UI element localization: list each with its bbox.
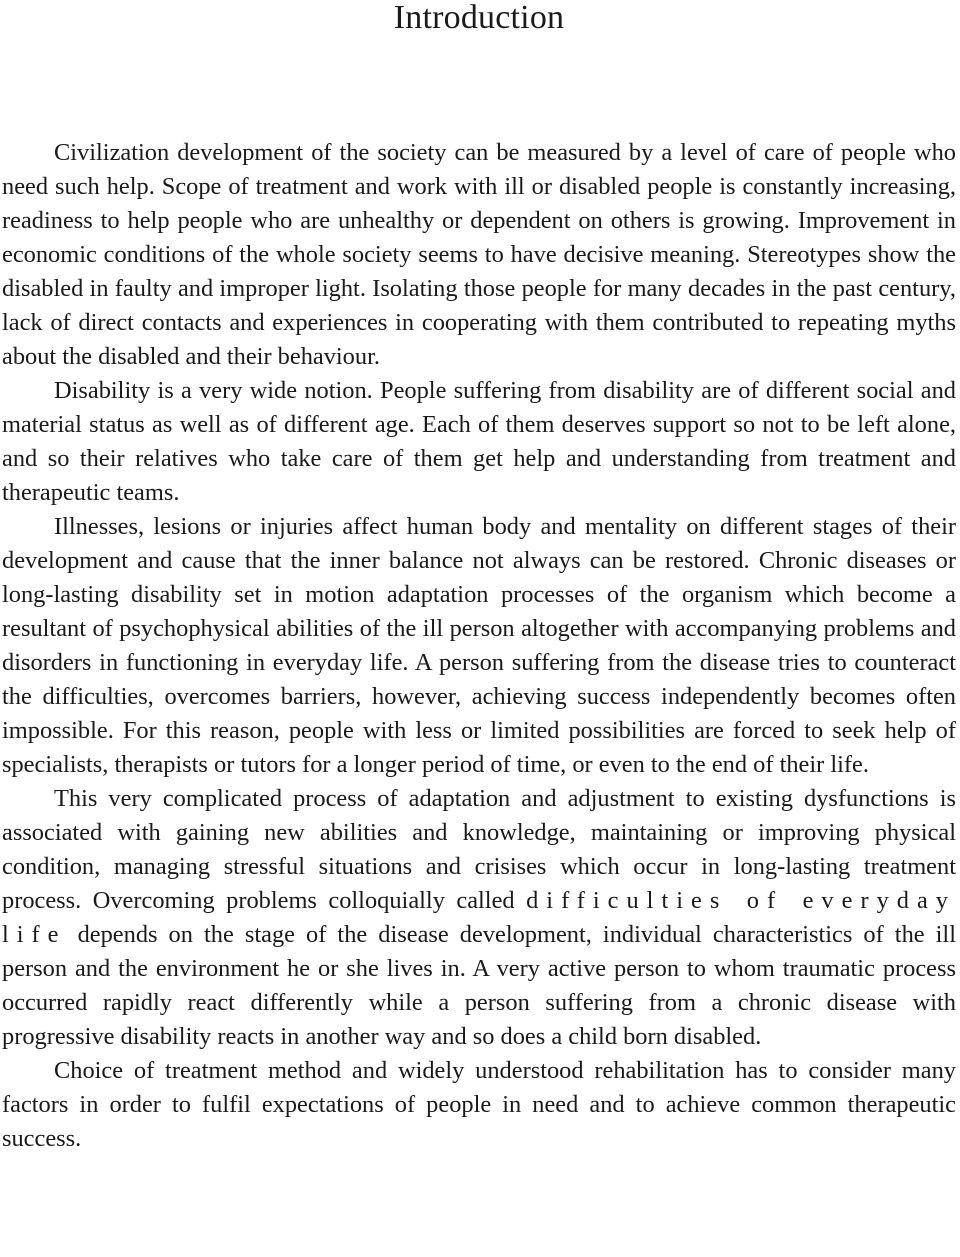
page-title: Introduction [393,0,565,36]
paragraph-3: Illnesses, lesions or injuries affect human body and mentality on different stages of their development and cause that the inner balance not always can be restored. Chronic diseases or long-lasting disability set in motion adaptation processes of the organism which become a resultant of psychophysical abilities of the ill person altogether with accompanying problems and disorders in functioning in everyday life. A person suffering from the disease tries to counteract the difficulties, overcomes barriers, however, achieving success independently becomes often impossible. For this reason, people with less or limited possibilities are forced to seek help of specialists, therapists or tutors for a longer period of time, or even to the end of their life. [2,513,956,778]
emphasized-phrase: difficulties of everyday life [2,887,956,948]
body-text [2,136,956,1156]
paragraph-5: Choice of treatment method and widely understood rehabilitation has to consider many factors in order to fulfil expectations of people in need and to achieve common therapeutic success. [2,1057,956,1152]
paragraph-2: Disability is a very wide notion. People suffering from disability are of different social and material status as well as of different age. Each of them deserves support so not to be left alone, and so their relatives who take care of them get help and understanding from treatment and therapeutic teams. [2,377,956,506]
paragraph-1: Civilization development of the society can be measured by a level of care of people who need such help. Scope of treatment and work with ill or disabled people is constantly increasing, readiness to help people who are unhealthy or dependent on others is growing. Improvement in economic conditions of the whole society seems to have decisive meaning. Stereotypes show the disabled in faulty and improper light. Isolating those people for many decades in the past century, lack of direct contacts and experiences in cooperating with them contributed to repeating myths about the disabled and their behaviour. [2,139,956,370]
paragraph-4-text-after: depends on the stage of the disease development, individual characteristics of the ill person and the environment he or she lives in. A very active person to whom traumatic process occurred rapidly react differently while a person suffering from a chronic disease with progressive disability reacts in another way and so does a child born disabled. [2,921,956,1050]
paragraph-4 [2,782,956,1054]
paragraph-4-text-before: This very complicated process of adaptation and adjustment to existing dysfunctions is associated with gaining new abilities and knowledge, maintaining or improving physical condition, managing stressful situations and crisises which occur in long-lasting treatment process. Overcoming problems colloquially called [2,785,956,914]
